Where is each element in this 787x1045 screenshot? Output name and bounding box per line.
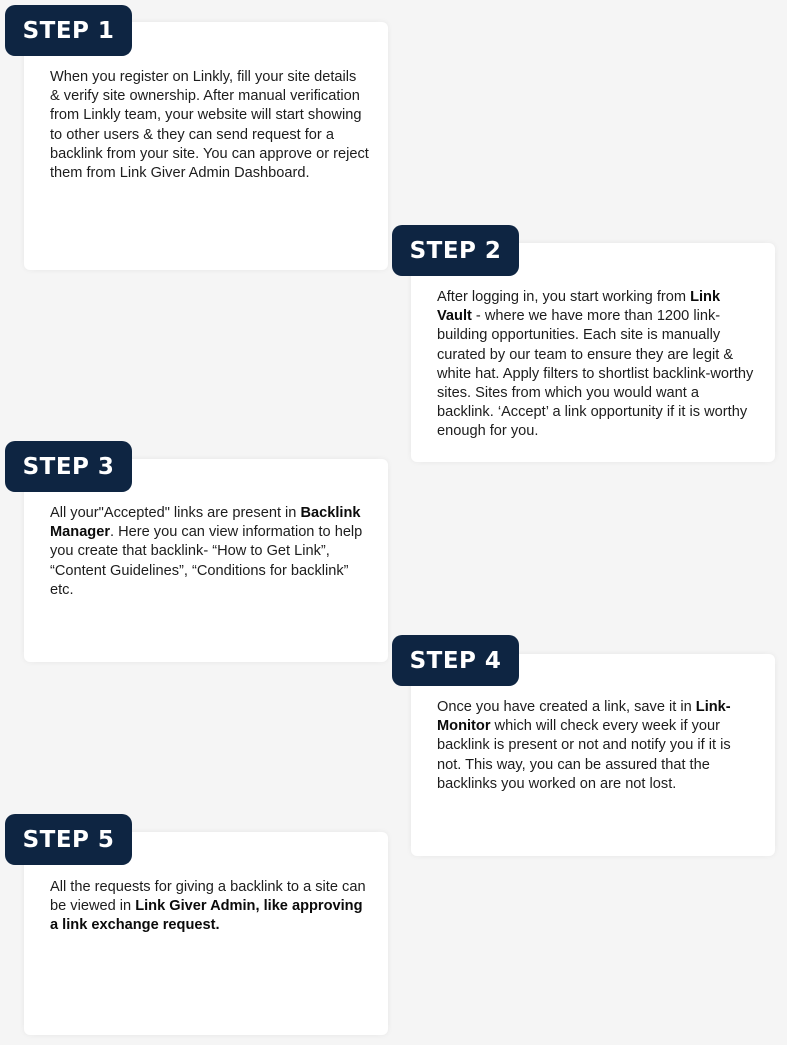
step-2-text-pre: After logging in, you start working from	[437, 289, 691, 305]
step-5-text-pre: All the requests for giving a backlink to a site can be viewed in	[50, 879, 366, 915]
step-2-text-post: - where we have more than 1200 link-building opportunities. Each site is manually curated by our team to ensure they are legit & white hat. Apply filters to shortlist backlink-worthy sites. Sites from which you would want a backlink. ‘Accept’ a link opportunity if it is worthy enough for you.	[437, 308, 754, 440]
backlink-manager-label: Backlink Manager	[50, 505, 361, 541]
step-5-badge: STEP 5	[5, 814, 132, 865]
link-giver-admin-label: Link Giver Admin, like approving a link exchange request.	[50, 898, 363, 934]
link-monitor-label: Link-Monitor	[437, 699, 731, 735]
step-4-description	[437, 698, 755, 794]
step-1-description: When you register on Linkly, fill your site details & verify site ownership. After manual verification from Linkly team, your website will start showing to other users & they can send request for a backlink from your site. You can approve or reject them from Link Giver Admin Dashboard.	[50, 69, 369, 182]
link-vault-label: Link Vault	[437, 289, 721, 325]
step-3-text-post: . Here you can view information to help you create that backlink- “How to Get Link”, “Content Guidelines”, “Conditions for backlink” etc.	[50, 524, 363, 598]
step-3-text-pre: All your"Accepted" links are present in	[50, 505, 301, 521]
step-2-badge: STEP 2	[392, 225, 519, 276]
step-2-description	[437, 288, 755, 442]
step-3-badge: STEP 3	[5, 441, 132, 492]
step-4-text-post: which will check every week if your backlink is present or not and notify you if it is not. This way, you can be assured that the backlinks you worked on are not lost.	[437, 718, 731, 792]
step-4-badge: STEP 4	[392, 635, 519, 686]
step-5-description	[50, 878, 368, 936]
step-4-text-pre: Once you have created a link, save it in	[437, 699, 696, 715]
step-1-badge: STEP 1	[5, 5, 132, 56]
step-3-description	[50, 504, 368, 600]
